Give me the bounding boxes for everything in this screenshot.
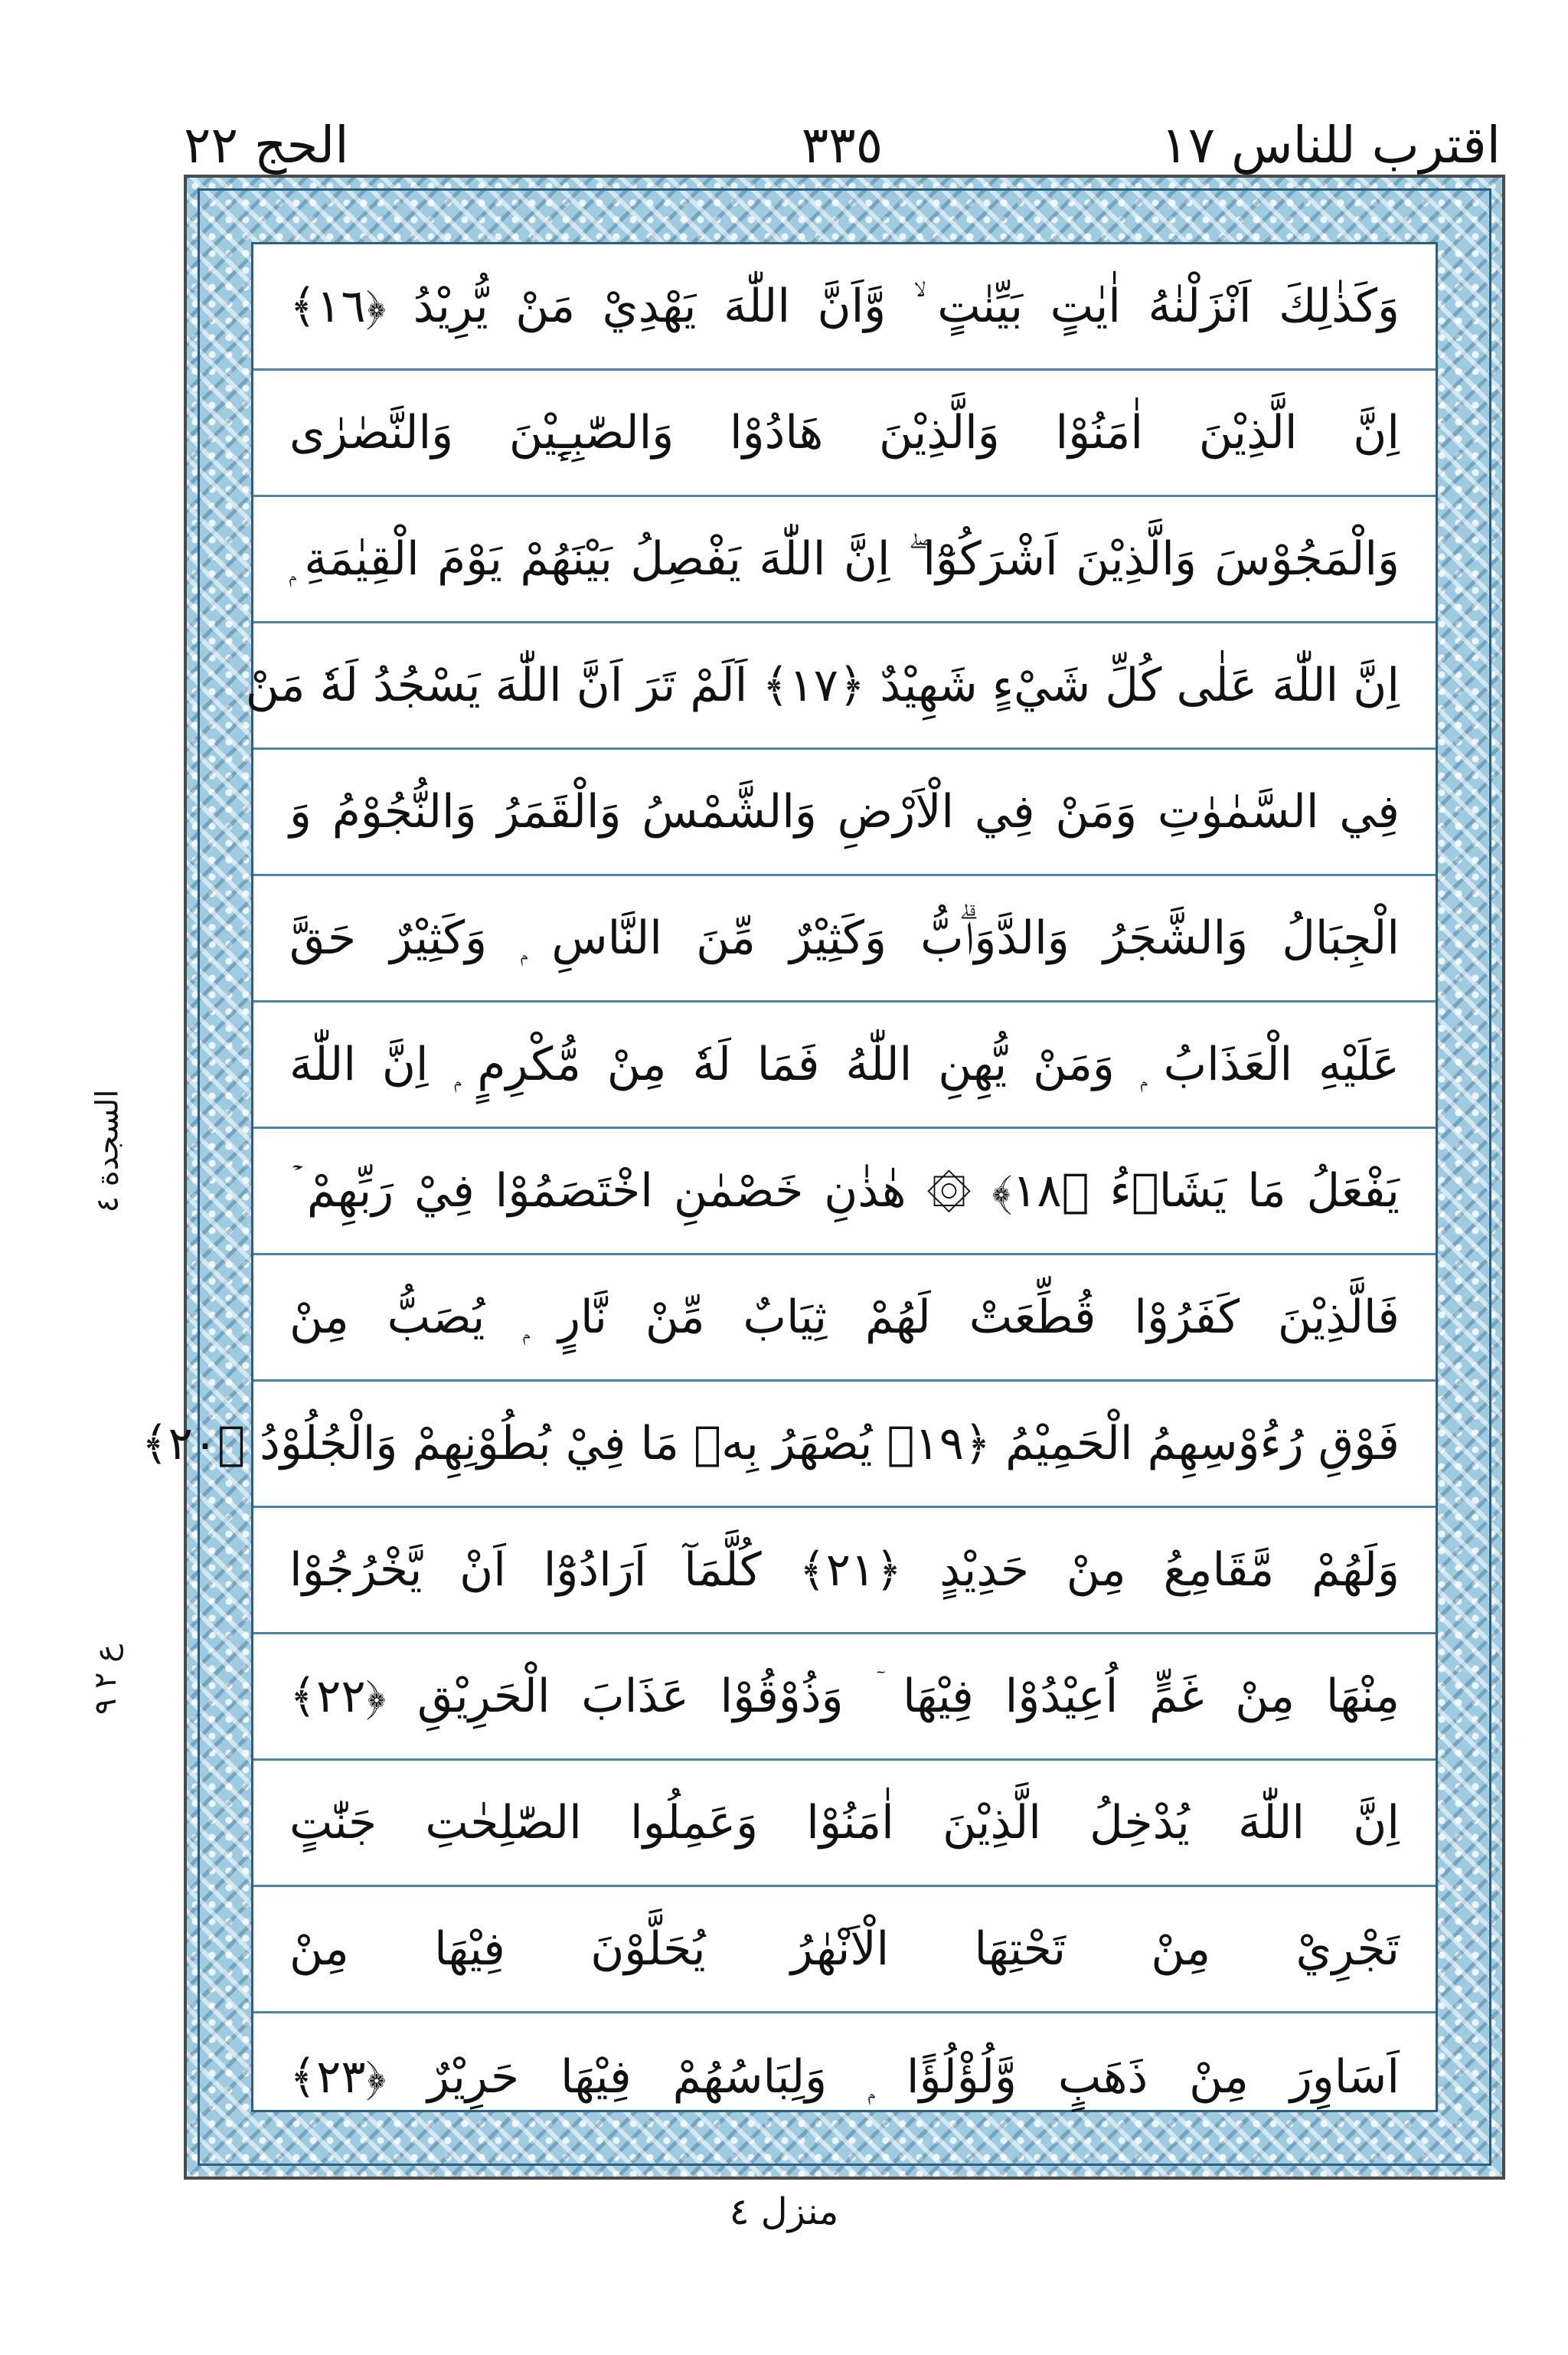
text-line-9 (253, 1255, 1436, 1382)
sajdah-marker: السجدة ٤ (90, 1089, 126, 1213)
verse-text: فَالَّذِيْنَ كَفَرُوْا قُطِّعَتْ لَهُمْ ثِيَابٌ مِّنْ نَّارٍ ۭ يُصَبُّ مِنْ (289, 1290, 1400, 1344)
text-line-11 (253, 1508, 1436, 1634)
verse-text: مِنْهَا مِنْ غَمٍّ اُعِيْدُوْا فِيْهَا ۤ وَذُوْقُوْا عَذَابَ الْحَرِيْقِ ﴿٢٢﴾ (289, 1670, 1400, 1723)
text-line-12 (253, 1634, 1436, 1761)
text-line-7 (253, 1003, 1436, 1129)
verse-text: فَوْقِ رُءُوْسِهِمُ الْحَمِيْمُ ﴿١٩﴾ يُصْهَرُ بِهٖ مَا فِيْ بُطُوْنِهِمْ وَالْجُلُوْدُ ﴿٢٠﴾ (141, 1417, 1400, 1470)
verse-text: اَسَاوِرَ مِنْ ذَهَبٍ وَّلُؤْلُؤًا ۭ وَلِبَاسُهُمْ فِيْهَا حَرِيْرٌ ﴿٢٣﴾ (289, 2049, 1400, 2104)
quran-text-area (141, 242, 1438, 2112)
ruku-marker: ع ٢ ٩ (88, 1644, 124, 1716)
decorative-border (141, 175, 1505, 2180)
text-line-13 (253, 1761, 1436, 1887)
verse-text: عَلَيْهِ الْعَذَابُ ۭ وَمَنْ يُّهِنِ اللّٰهُ فَمَا لَهٗ مِنْ مُّكْرِمٍ ۭ اِنَّ اللّٰهَ (289, 1038, 1400, 1091)
text-line-15 (253, 2013, 1436, 2140)
verse-text: اِنَّ اللّٰهَ عَلٰى كُلِّ شَيْءٍ شَهِيْدٌ ﴿١٧﴾ اَلَمْ تَرَ اَنَّ اللّٰهَ يَسْجُدُ لَهٗ مَنْ (245, 659, 1400, 712)
text-line-3 (253, 497, 1436, 623)
verse-text: وَلَهُمْ مَّقَامِعُ مِنْ حَدِيْدٍ ﴿٢١﴾ كُلَّمَآ اَرَادُوْٓا اَنْ يَّخْرُجُوْا (289, 1543, 1400, 1597)
juz-name: اقترب للناس ١٧ (1161, 116, 1501, 175)
verse-text: تَجْرِيْ مِنْ تَحْتِهَا الْاَنْهٰرُ يُحَلَّوْنَ فِيْهَا مِنْ (289, 1922, 1400, 1976)
text-line-4 (245, 623, 1436, 750)
verse-text: يَفْعَلُ مَا يَشَاۗءُ ﴿١٨﴾ ۞ هٰذٰنِ خَصْمٰنِ اخْتَصَمُوْا فِيْ رَبِّهِمْ ۡ (289, 1164, 1400, 1218)
text-line-14 (253, 1887, 1436, 2013)
verse-text: اِنَّ الَّذِيْنَ اٰمَنُوْا وَالَّذِيْنَ هَادُوْا وَالصّٰبِـِٕيْنَ وَالنَّصٰرٰى (289, 406, 1400, 460)
text-line-10 (141, 1382, 1436, 1508)
text-line-1 (253, 244, 1436, 371)
text-line-2 (253, 371, 1436, 497)
surah-name: الحج ٢٢ (184, 116, 349, 175)
verse-text: وَالْمَجُوْسَ وَالَّذِيْنَ اَشْرَكُوْٓا ۖ اِنَّ اللّٰهَ يَفْصِلُ بَيْنَهُمْ يَوْمَ الْقِيٰمَةِ ۭ (289, 532, 1400, 586)
verse-text: وَكَذٰلِكَ اَنْزَلْنٰهُ اٰيٰتٍ بَيِّنٰتٍ ۙ وَّاَنَّ اللّٰهَ يَهْدِيْ مَنْ يُّرِيْدُ ﴿١٦﴾ (289, 280, 1400, 333)
text-line-5 (253, 750, 1436, 876)
verse-text: فِي السَّمٰوٰتِ وَمَنْ فِي الْاَرْضِ وَالشَّمْسُ وَالْقَمَرُ وَالنُّجُوْمُ وَ (289, 785, 1400, 839)
text-line-6 (253, 876, 1436, 1003)
text-line-8 (253, 1129, 1436, 1255)
verse-text: الْجِبَالُ وَالشَّجَرُ وَالدَّوَاۗبُّ وَكَثِيْرٌ مِّنَ النَّاسِ ۭ وَكَثِيْرٌ حَقَّ (289, 911, 1400, 965)
verse-text: اِنَّ اللّٰهَ يُدْخِلُ الَّذِيْنَ اٰمَنُوْا وَعَمِلُوا الصّٰلِحٰتِ جَنّٰتٍ (289, 1796, 1400, 1850)
manzil-footer: منزل ٤ (729, 2190, 839, 2233)
page-number: ٣٣٥ (801, 116, 884, 175)
